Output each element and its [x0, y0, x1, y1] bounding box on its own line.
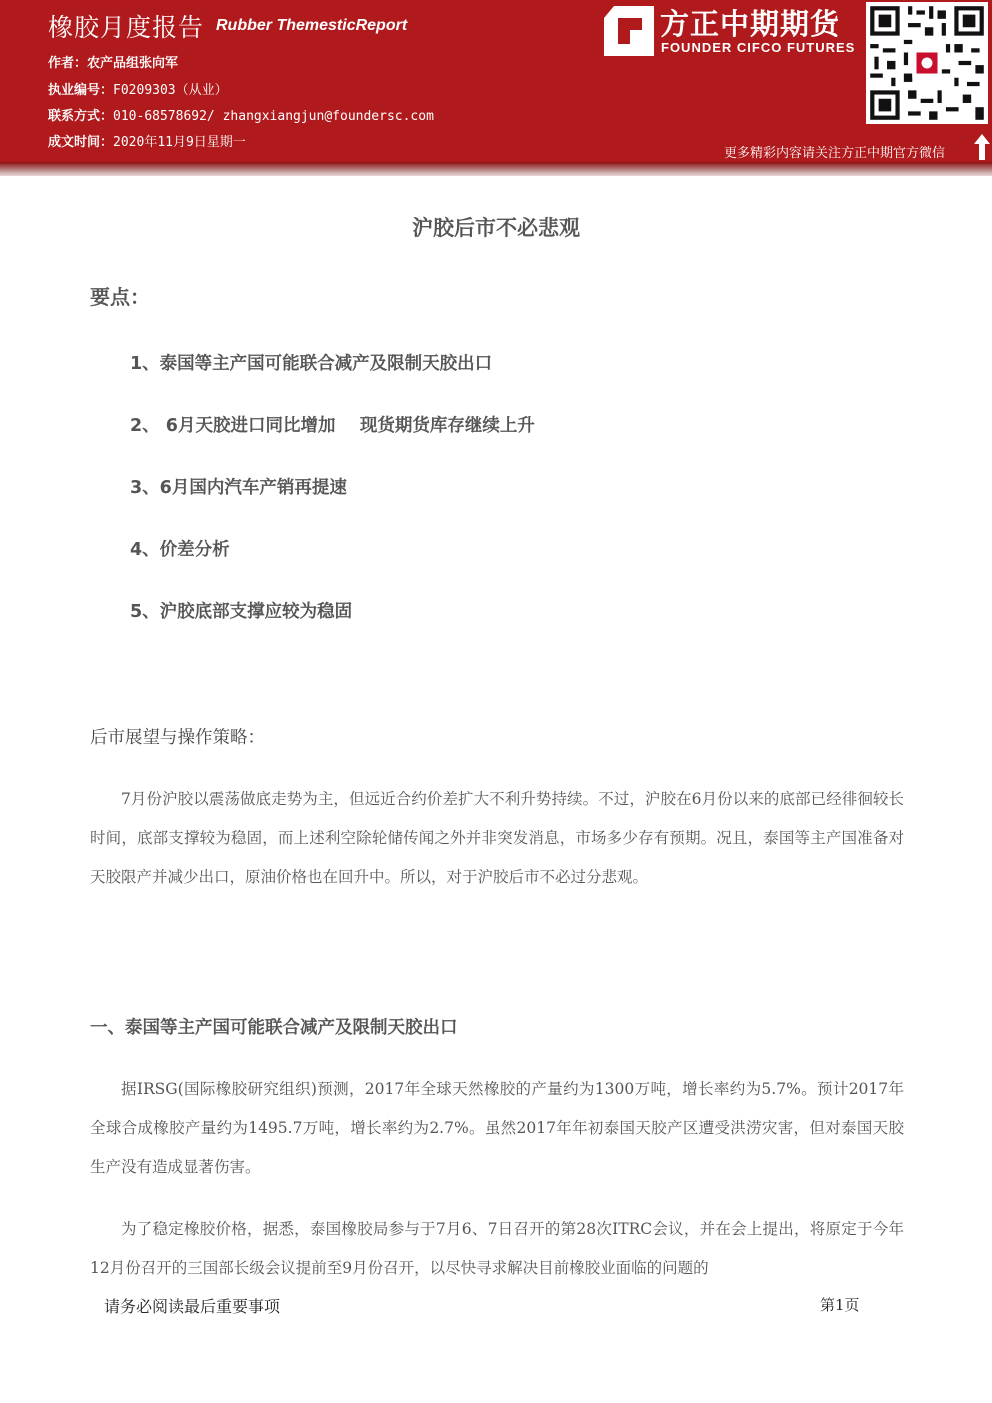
company-name-cn: 方正中期期货: [660, 7, 841, 41]
date-line: [48, 131, 246, 150]
key-point-4: 4、价差分析: [130, 540, 230, 560]
footer-notice: 请务必阅读最后重要事项: [104, 1297, 281, 1316]
outlook-heading: 后市展望与操作策略：: [90, 728, 265, 748]
author-line: [48, 52, 178, 71]
contact-label: 联系方式：: [48, 109, 114, 124]
contact-line: [48, 105, 434, 124]
section-1-heading: 一、泰国等主产国可能联合减产及限制天胶出口: [90, 1018, 458, 1038]
contact-value: 010-68578692/ zhangxiangjun@foundersc.com: [113, 109, 434, 124]
outlook-paragraph: 7月份沪胶以震荡做底走势为主，但远近合约价差扩大不利升势持续。不过，沪胶在6月份以来的底部已经徘徊较长时间，底部支撑较为稳固，而上述利空除轮储传闻之外并非突发消息，市场多少存有预期。况且，泰国等主产国准备对天胶限产并减少出口，原油价格也在回升中。所以，对于沪胶后市不必过分悲观。: [90, 790, 904, 886]
date-label: 成文时间：: [48, 135, 114, 150]
follow-wechat-text: 更多精彩内容请关注方正中期官方微信: [724, 146, 946, 161]
section-1-paragraph-1: 据IRSG(国际橡胶研究组织)预测，2017年全球天然橡胶的产量约为1300万吨，增长率约为5.7%。预计2017年全球合成橡胶产量约为1495.7万吨，增长率约为2.7%。虽然2017年年初泰国天胶产区遭受洪涝灾害，但对泰国天胶生产没有造成显著伤害。: [90, 1080, 904, 1176]
company-logo-icon: [604, 6, 654, 56]
wechat-qr-code-icon: [866, 2, 988, 124]
date-value: 2020年11月9日星期一: [113, 135, 246, 150]
page-number: 第1页: [820, 1296, 860, 1314]
company-name-en: FOUNDER CIFCO FUTURES: [661, 40, 856, 55]
arrow-up-icon: [974, 134, 990, 160]
key-point-2: 2、 6月天胶进口同比增加 现货期货库存继续上升: [130, 416, 535, 436]
header-divider: [0, 162, 992, 176]
report-title-en: Rubber ThemesticReport: [216, 17, 408, 34]
page-title: 沪胶后市不必悲观: [412, 216, 580, 240]
key-points-heading: 要点：: [90, 285, 150, 309]
key-point-5: 5、沪胶底部支撑应较为稳固: [130, 602, 353, 622]
report-title: 橡胶月度报告: [48, 13, 205, 42]
author-value: 农产品组张向军: [87, 56, 179, 71]
author-label: 作者：: [48, 56, 88, 71]
section-1-paragraph-2: 为了稳定橡胶价格，据悉，泰国橡胶局参与于7月6、7日召开的第28次ITRC会议，并在会上提出，将原定于今年12月份召开的三国部长级会议提前至9月份召开，以尽快寻求解决目前橡胶业面临的问题的: [90, 1220, 904, 1277]
license-line: [48, 79, 228, 98]
license-label: 执业编号：: [48, 83, 114, 98]
key-point-3: 3、6月国内汽车产销再提速: [130, 478, 347, 498]
license-value: F0209303（从业）: [113, 83, 228, 98]
key-point-1: 1、泰国等主产国可能联合减产及限制天胶出口: [130, 354, 493, 374]
